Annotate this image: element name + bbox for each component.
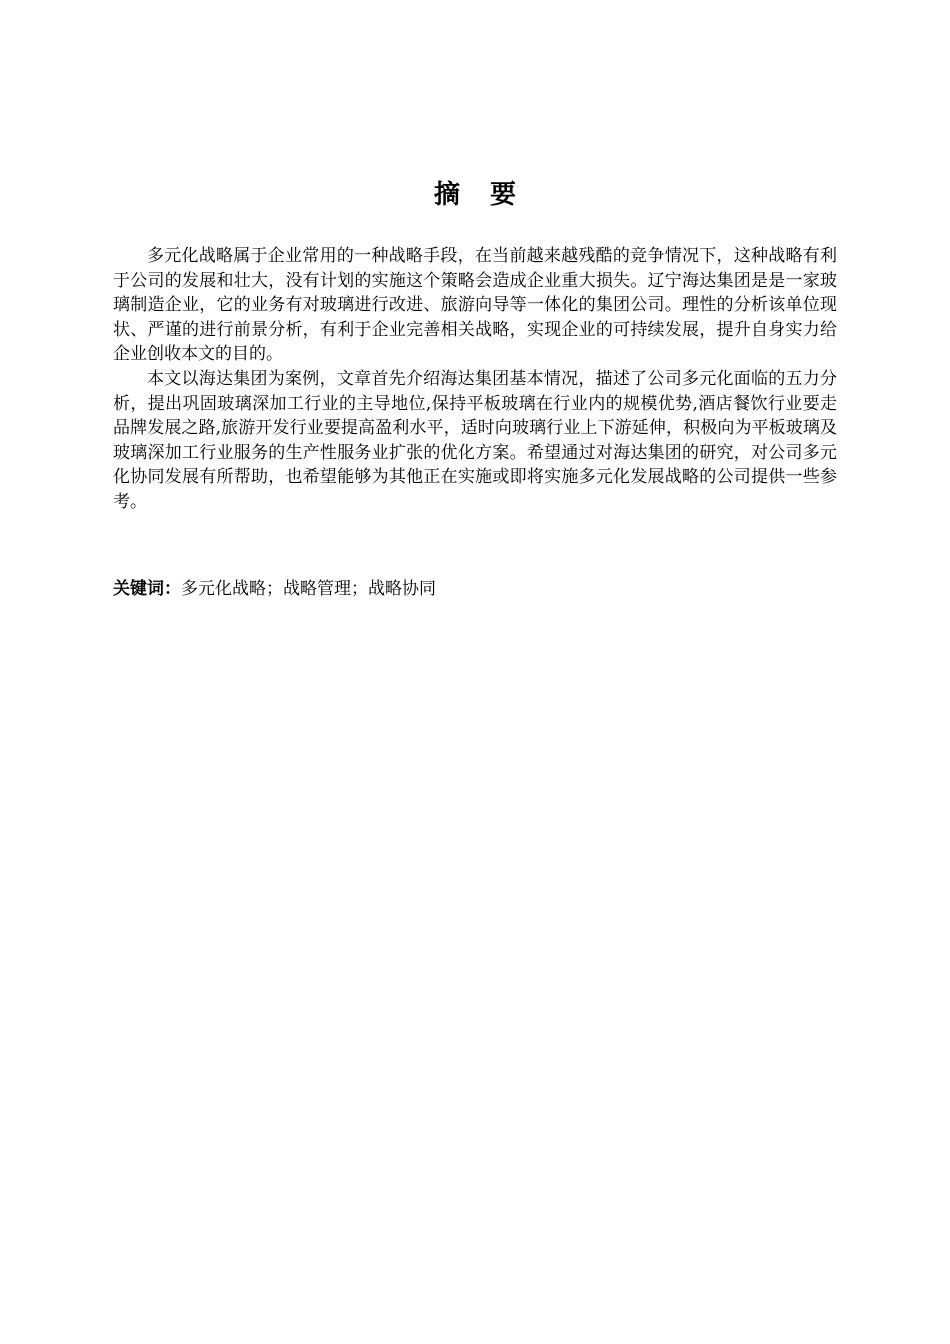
abstract-paragraph-2: 本文以海达集团为案例，文章首先介绍海达集团基本情况，描述了公司多元化面临的五力分析，提出巩固玻璃深加工行业的主导地位,保持平板玻璃在行业内的规模优势,酒店餐饮行业要走品牌发展之路,旅游开发行业要提高盈利水平，适时向玻璃行业上下游延伸，积极向为平板玻璃及玻璃深加工行业服务的生产性服务业扩张的优化方案。希望通过对海达集团的研究，对公司多元化协同发展有所帮助，也希望能够为其他正在实施或即将实施多元化发展战略的公司提供一些参考。 [113, 368, 837, 512]
abstract-paragraph-1: 多元化战略属于企业常用的一种战略手段，在当前越来越残酷的竞争情况下，这种战略有利于公司的发展和壮大，没有计划的实施这个策略会造成企业重大损失。辽宁海达集团是是一家玻璃制造企业，它的业务有对玻璃进行改进、旅游向导等一体化的集团公司。理性的分析该单位现状、严谨的进行前景分析，有利于企业完善相关战略，实现企业的可持续发展，提升自身实力给企业创收本文的目的。 [113, 246, 837, 365]
keywords-line [113, 577, 837, 601]
abstract-body [113, 244, 837, 515]
keywords-label: 关键词： [113, 579, 181, 599]
keywords-value: 多元化战略；战略管理；战略协同 [181, 579, 436, 599]
abstract-title: 摘要 [433, 180, 546, 210]
